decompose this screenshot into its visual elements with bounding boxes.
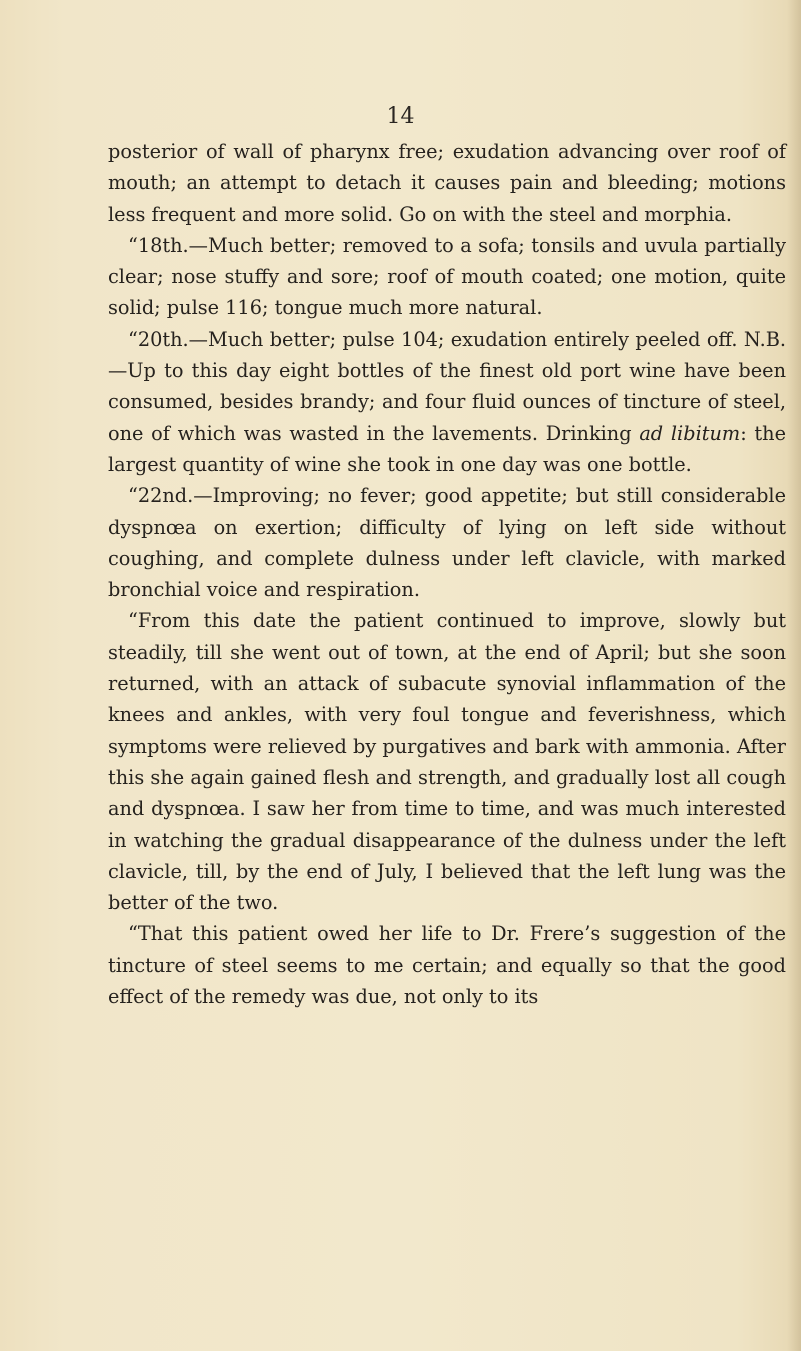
body-text [108,136,786,1012]
paragraph-5: “From this date the patient continued to improve, slowly but steadily, till she went out of town, at the end of April; but she soon returned, with an attack of subacute synovial inflammation of the knees and ankles, with very foul tongue and feverishness, which symptoms were relieved by purgatives and bark with ammonia. After this she again gained flesh and strength, and gradually lost all cough and dyspnœa. I saw her from time to time, and was much interested in watching the gradual disappearance of the dulness under the left clavicle, till, by the end of July, I believed that the left lung was the better of the two. [108,609,786,915]
page-number: 14 [386,104,415,129]
paragraph-6: “That this patient owed her life to Dr. Frere’s suggestion of the tincture of steel seems to me certain; and equally so that the good effect of the remedy was due, not only to its [108,922,786,1009]
paragraph-3-italic: ad libitum [639,421,741,445]
paragraph-2: “18th.—Much better; removed to a sofa; tonsils and uvula partially clear; nose stuffy and sore; roof of mouth coated; one motion, quite solid; pulse 116; tongue much more natural. [108,233,786,320]
paragraph-4: “22nd.—Improving; no fever; good appetite; but still considerable dyspnœa on exertion; difficulty of lying on left side without coughing, and complete dulness under left clavicle, with marked bronchial voice and respiration. [108,484,786,602]
paragraph-3-text: “20th.—Much better; pulse 104; exudation entirely peeled off. N.B.—Up to this day eight bottles of the finest old port wine have been consumed, besides brandy; and four fluid ounces of tincture of steel, one of which was wasted in the lavements. Drinking [108,327,786,445]
paragraph-1: posterior of wall of pharynx free; exudation advancing over roof of mouth; an attempt to detach it causes pain and bleeding; motions less frequent and more solid. Go on with the steel and morphia. [108,140,786,226]
paragraph-3 [108,324,786,480]
page-edge-shadow [787,0,801,1351]
paragraph-3-text-after: : the largest quantity of wine she took in one day was one bottle. [108,421,786,476]
